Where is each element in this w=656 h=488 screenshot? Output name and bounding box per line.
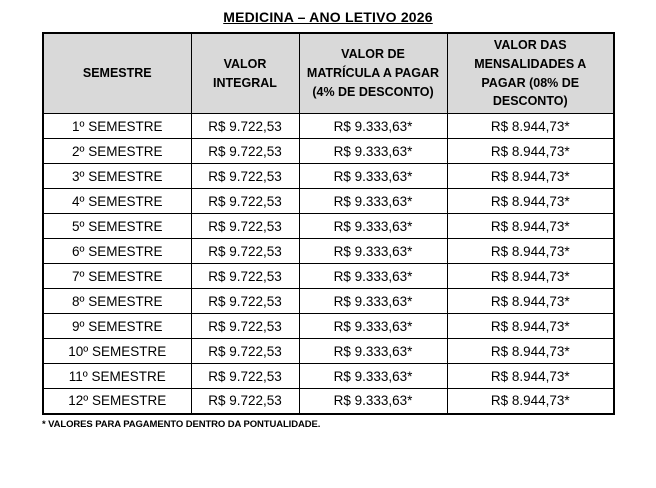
table-row: [43, 214, 614, 239]
matricula-cell: R$ 9.333,63*: [299, 164, 447, 189]
table-row: [43, 389, 614, 414]
footnote: * VALORES PARA PAGAMENTO DENTRO DA PONTUALIDADE.: [42, 418, 321, 430]
matricula-cell: R$ 9.333,63*: [299, 389, 447, 414]
valor-integral-cell: R$ 9.722,53: [191, 264, 299, 289]
mensalidades-cell: R$ 8.944,73*: [447, 264, 614, 289]
table-row: [43, 264, 614, 289]
semestre-cell: 6º SEMESTRE: [43, 239, 191, 264]
valor-integral-cell: R$ 9.722,53: [191, 389, 299, 414]
mensalidades-cell: R$ 8.944,73*: [447, 289, 614, 314]
mensalidades-cell: R$ 8.944,73*: [447, 139, 614, 164]
mensalidades-cell: R$ 8.944,73*: [447, 364, 614, 389]
matricula-cell: R$ 9.333,63*: [299, 214, 447, 239]
table-row: [43, 339, 614, 364]
valor-integral-cell: R$ 9.722,53: [191, 139, 299, 164]
matricula-cell: R$ 9.333,63*: [299, 189, 447, 214]
matricula-cell: R$ 9.333,63*: [299, 239, 447, 264]
semestre-cell: 8º SEMESTRE: [43, 289, 191, 314]
semestre-cell: 4º SEMESTRE: [43, 189, 191, 214]
valor-integral-cell: R$ 9.722,53: [191, 239, 299, 264]
table-row: [43, 114, 614, 139]
valor-integral-cell: R$ 9.722,53: [191, 314, 299, 339]
semestre-cell: 11º SEMESTRE: [43, 364, 191, 389]
valor-integral-cell: R$ 9.722,53: [191, 364, 299, 389]
mensalidades-cell: R$ 8.944,73*: [447, 389, 614, 414]
mensalidades-cell: R$ 8.944,73*: [447, 164, 614, 189]
valor-integral-cell: R$ 9.722,53: [191, 339, 299, 364]
semestre-cell: 2º SEMESTRE: [43, 139, 191, 164]
mensalidades-cell: R$ 8.944,73*: [447, 239, 614, 264]
table-row: [43, 364, 614, 389]
matricula-cell: R$ 9.333,63*: [299, 314, 447, 339]
valor-integral-cell: R$ 9.722,53: [191, 164, 299, 189]
table-row: [43, 164, 614, 189]
valor-integral-cell: R$ 9.722,53: [191, 114, 299, 139]
valor-integral-cell: R$ 9.722,53: [191, 214, 299, 239]
semestre-cell: 1º SEMESTRE: [43, 114, 191, 139]
document-page: [0, 9, 656, 488]
semestre-cell: 9º SEMESTRE: [43, 314, 191, 339]
col-header-semestre: SEMESTRE: [43, 33, 191, 114]
semestre-cell: 7º SEMESTRE: [43, 264, 191, 289]
matricula-cell: R$ 9.333,63*: [299, 289, 447, 314]
semestre-cell: 12º SEMESTRE: [43, 389, 191, 414]
semestre-cell: 3º SEMESTRE: [43, 164, 191, 189]
table-header-row: [43, 33, 614, 114]
table-row: [43, 139, 614, 164]
table-row: [43, 289, 614, 314]
table-row: [43, 239, 614, 264]
semestre-cell: 10º SEMESTRE: [43, 339, 191, 364]
matricula-cell: R$ 9.333,63*: [299, 339, 447, 364]
table-row: [43, 189, 614, 214]
matricula-cell: R$ 9.333,63*: [299, 139, 447, 164]
mensalidades-cell: R$ 8.944,73*: [447, 339, 614, 364]
col-header-mensalidades: VALOR DAS MENSALIDADES A PAGAR (08% DE DESCONTO): [447, 33, 614, 114]
matricula-cell: R$ 9.333,63*: [299, 364, 447, 389]
mensalidades-cell: R$ 8.944,73*: [447, 114, 614, 139]
valor-integral-cell: R$ 9.722,53: [191, 289, 299, 314]
matricula-cell: R$ 9.333,63*: [299, 264, 447, 289]
page-title: MEDICINA – ANO LETIVO 2026: [223, 9, 433, 25]
mensalidades-cell: R$ 8.944,73*: [447, 214, 614, 239]
mensalidades-cell: R$ 8.944,73*: [447, 314, 614, 339]
semestre-cell: 5º SEMESTRE: [43, 214, 191, 239]
matricula-cell: R$ 9.333,63*: [299, 114, 447, 139]
col-header-matricula: VALOR DE MATRÍCULA A PAGAR (4% DE DESCONTO): [299, 33, 447, 114]
valor-integral-cell: R$ 9.722,53: [191, 189, 299, 214]
mensalidades-cell: R$ 8.944,73*: [447, 189, 614, 214]
col-header-valor-integral: VALOR INTEGRAL: [191, 33, 299, 114]
tuition-table: [42, 32, 615, 415]
table-row: [43, 314, 614, 339]
